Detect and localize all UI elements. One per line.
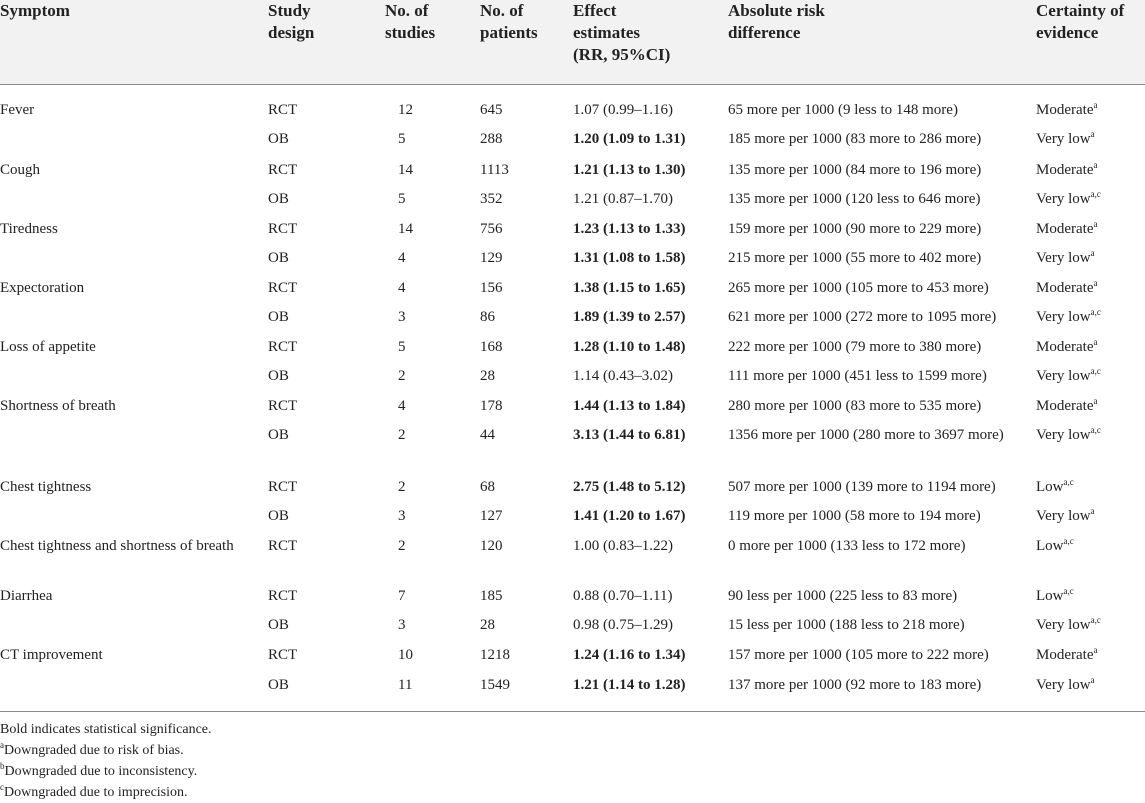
cell-no-studies: 5	[398, 131, 406, 147]
cell-no-studies: 3	[398, 617, 406, 633]
table-row	[0, 645, 1145, 674]
cell-study-design: RCT	[268, 339, 298, 355]
cell-no-studies: 5	[398, 191, 406, 207]
certainty-label: Very low	[1036, 617, 1091, 633]
cell-certainty	[1036, 337, 1097, 357]
footnote-marker: a	[1093, 396, 1098, 406]
cell-no-studies: 2	[398, 427, 406, 443]
cell-no-patients: 28	[480, 368, 495, 384]
cell-certainty	[1036, 396, 1097, 416]
footnote-marker: a,c	[1063, 536, 1074, 546]
footnote-marker: a	[0, 740, 4, 750]
cell-no-studies: 14	[398, 162, 413, 178]
cell-no-studies: 2	[398, 479, 406, 495]
cell-absolute-risk: 159 more per 1000 (90 more to 229 more)	[728, 221, 982, 237]
cell-effect-estimate: 1.24 (1.16 to 1.34)	[573, 647, 686, 663]
table-header	[0, 0, 1145, 84]
cell-study-design: OB	[268, 427, 289, 443]
cell-certainty	[1036, 645, 1097, 665]
cell-effect-estimate: 1.14 (0.43–3.02)	[573, 368, 673, 384]
cell-absolute-risk: 135 more per 1000 (84 more to 196 more)	[728, 162, 982, 178]
cell-certainty	[1036, 425, 1101, 445]
footer-divider	[0, 711, 1145, 712]
certainty-label: Very low	[1036, 250, 1091, 266]
footnote-marker: a	[1093, 100, 1098, 110]
cell-effect-estimate: 2.75 (1.48 to 5.12)	[573, 479, 686, 495]
certainty-label: Moderate	[1036, 398, 1094, 414]
footnote-text: Bold indicates statistical significance.	[0, 722, 212, 737]
table-row	[0, 425, 1145, 454]
cell-symptom: Cough	[0, 162, 41, 178]
table-row	[0, 675, 1145, 704]
certainty-label: Very low	[1036, 191, 1091, 207]
footnote	[0, 720, 212, 740]
table-row	[0, 129, 1145, 158]
table-row	[0, 189, 1145, 218]
cell-no-patients: 127	[480, 508, 503, 524]
certainty-label: Moderate	[1036, 162, 1094, 178]
cell-symptom: Fever	[0, 102, 35, 118]
cell-effect-estimate: 1.21 (1.13 to 1.30)	[573, 162, 686, 178]
footnote-marker: a,c	[1090, 615, 1101, 625]
cell-certainty	[1036, 278, 1097, 298]
cell-absolute-risk: 90 less per 1000 (225 less to 83 more)	[728, 588, 958, 604]
cell-absolute-risk: 185 more per 1000 (83 more to 286 more)	[728, 131, 982, 147]
header-absolute-risk: Absolute risk difference	[728, 1, 825, 42]
cell-no-studies: 3	[398, 508, 406, 524]
cell-certainty	[1036, 586, 1074, 606]
certainty-label: Low	[1036, 479, 1064, 495]
cell-study-design: OB	[268, 131, 289, 147]
cell-certainty	[1036, 219, 1097, 239]
cell-certainty	[1036, 615, 1101, 635]
cell-study-design: OB	[268, 309, 289, 325]
cell-study-design: OB	[268, 617, 289, 633]
certainty-label: Very low	[1036, 427, 1091, 443]
cell-no-studies: 2	[398, 368, 406, 384]
table-row	[0, 506, 1145, 535]
certainty-label: Low	[1036, 538, 1064, 554]
cell-study-design: RCT	[268, 162, 298, 178]
footnote-marker: a	[1090, 129, 1095, 139]
cell-no-studies: 3	[398, 309, 406, 325]
cell-effect-estimate: 0.98 (0.75–1.29)	[573, 617, 673, 633]
cell-absolute-risk: 507 more per 1000 (139 more to 1194 more)	[728, 479, 996, 495]
cell-absolute-risk: 15 less per 1000 (188 less to 218 more)	[728, 617, 965, 633]
cell-absolute-risk: 265 more per 1000 (105 more to 453 more)	[728, 280, 989, 296]
cell-effect-estimate: 1.38 (1.15 to 1.65)	[573, 280, 686, 296]
footnote-marker: c	[0, 782, 4, 792]
cell-effect-estimate: 1.21 (0.87–1.70)	[573, 191, 673, 207]
cell-no-patients: 156	[480, 280, 503, 296]
footnote-marker: a,c	[1090, 189, 1101, 199]
cell-no-studies: 10	[398, 647, 413, 663]
table-row	[0, 307, 1145, 336]
cell-certainty	[1036, 675, 1095, 695]
table-row	[0, 219, 1145, 248]
cell-absolute-risk: 135 more per 1000 (120 less to 646 more)	[728, 191, 981, 207]
cell-absolute-risk: 137 more per 1000 (92 more to 183 more)	[728, 677, 982, 693]
cell-symptom: CT improvement	[0, 647, 103, 663]
footnote-marker: a,c	[1063, 586, 1074, 596]
cell-no-patients: 168	[480, 339, 503, 355]
cell-no-patients: 44	[480, 427, 495, 443]
cell-certainty	[1036, 160, 1097, 180]
cell-certainty	[1036, 189, 1101, 209]
cell-no-patients: 288	[480, 131, 503, 147]
cell-certainty	[1036, 477, 1074, 497]
cell-no-studies: 11	[398, 677, 413, 693]
table-row	[0, 396, 1145, 425]
footnote-marker: a,c	[1090, 425, 1101, 435]
cell-study-design: OB	[268, 508, 289, 524]
footnote-marker: a	[1090, 506, 1095, 516]
cell-effect-estimate: 3.13 (1.44 to 6.81)	[573, 427, 686, 443]
certainty-label: Very low	[1036, 309, 1091, 325]
cell-no-patients: 756	[480, 221, 503, 237]
cell-study-design: RCT	[268, 647, 298, 663]
cell-study-design: OB	[268, 677, 289, 693]
header-effect-estimates: Effect estimates (RR, 95%CI)	[573, 1, 671, 64]
cell-study-design: RCT	[268, 588, 298, 604]
header-symptom: Symptom	[0, 1, 70, 20]
footnote	[0, 783, 188, 803]
cell-no-patients: 178	[480, 398, 503, 414]
cell-certainty	[1036, 100, 1097, 120]
cell-certainty	[1036, 536, 1074, 556]
table-row	[0, 586, 1145, 615]
cell-symptom: Diarrhea	[0, 588, 53, 604]
cell-no-patients: 645	[480, 102, 503, 118]
cell-absolute-risk: 157 more per 1000 (105 more to 222 more)	[728, 647, 989, 663]
cell-effect-estimate: 1.07 (0.99–1.16)	[573, 102, 673, 118]
cell-effect-estimate: 1.31 (1.08 to 1.58)	[573, 250, 686, 266]
cell-no-patients: 185	[480, 588, 503, 604]
table-row	[0, 100, 1145, 129]
cell-symptom: Chest tightness and shortness of breath	[0, 538, 234, 554]
cell-no-patients: 1218	[480, 647, 510, 663]
certainty-label: Moderate	[1036, 102, 1094, 118]
cell-no-patients: 86	[480, 309, 495, 325]
cell-effect-estimate: 0.88 (0.70–1.11)	[573, 588, 673, 604]
cell-study-design: RCT	[268, 280, 298, 296]
cell-absolute-risk: 0 more per 1000 (133 less to 172 more)	[728, 538, 966, 554]
cell-effect-estimate: 1.20 (1.09 to 1.31)	[573, 131, 686, 147]
cell-certainty	[1036, 307, 1101, 327]
footnote-marker: a	[1093, 278, 1098, 288]
table-row	[0, 278, 1145, 307]
footnote-text: Downgraded due to imprecision.	[4, 785, 188, 800]
cell-certainty	[1036, 129, 1095, 149]
footnote-text: Downgraded due to inconsistency.	[4, 764, 198, 779]
table-row	[0, 536, 1145, 565]
cell-certainty	[1036, 506, 1095, 526]
certainty-label: Low	[1036, 588, 1064, 604]
cell-study-design: OB	[268, 250, 289, 266]
footnote-text: Downgraded due to risk of bias.	[4, 743, 184, 758]
cell-symptom: Chest tightness	[0, 479, 92, 495]
certainty-label: Very low	[1036, 131, 1091, 147]
cell-effect-estimate: 1.00 (0.83–1.22)	[573, 538, 673, 554]
certainty-label: Very low	[1036, 508, 1091, 524]
cell-effect-estimate: 1.28 (1.10 to 1.48)	[573, 339, 686, 355]
footnote-marker: a,c	[1090, 366, 1101, 376]
cell-no-studies: 4	[398, 398, 406, 414]
table-row	[0, 337, 1145, 366]
cell-absolute-risk: 222 more per 1000 (79 more to 380 more)	[728, 339, 982, 355]
cell-no-studies: 4	[398, 280, 406, 296]
cell-study-design: RCT	[268, 398, 298, 414]
cell-effect-estimate: 1.89 (1.39 to 2.57)	[573, 309, 686, 325]
cell-symptom: Tiredness	[0, 221, 58, 237]
cell-effect-estimate: 1.41 (1.20 to 1.67)	[573, 508, 686, 524]
footnote-marker: a	[1090, 248, 1095, 258]
cell-certainty	[1036, 248, 1095, 268]
cell-no-patients: 1113	[480, 162, 509, 178]
cell-study-design: RCT	[268, 221, 298, 237]
certainty-label: Moderate	[1036, 647, 1094, 663]
cell-absolute-risk: 215 more per 1000 (55 more to 402 more)	[728, 250, 982, 266]
cell-study-design: OB	[268, 191, 289, 207]
cell-no-patients: 120	[480, 538, 503, 554]
cell-symptom: Expectoration	[0, 280, 85, 296]
footnote	[0, 741, 184, 761]
cell-effect-estimate: 1.23 (1.13 to 1.33)	[573, 221, 686, 237]
cell-no-studies: 7	[398, 588, 406, 604]
cell-no-studies: 12	[398, 102, 413, 118]
cell-study-design: RCT	[268, 479, 298, 495]
header-no-studies: No. of studies	[385, 1, 436, 42]
table-row	[0, 477, 1145, 506]
cell-symptom: Shortness of breath	[0, 398, 116, 414]
cell-study-design: RCT	[268, 102, 298, 118]
cell-absolute-risk: 1356 more per 1000 (280 more to 3697 more)	[728, 427, 1004, 443]
cell-no-studies: 14	[398, 221, 413, 237]
certainty-label: Moderate	[1036, 339, 1094, 355]
footnote-marker: b	[0, 761, 5, 771]
footnote-marker: a	[1090, 675, 1095, 685]
cell-no-patients: 129	[480, 250, 503, 266]
certainty-label: Very low	[1036, 368, 1091, 384]
footnote-marker: a	[1093, 219, 1098, 229]
cell-absolute-risk: 111 more per 1000 (451 less to 1599 more)	[728, 368, 987, 384]
footnote-marker: a	[1093, 645, 1098, 655]
cell-no-studies: 2	[398, 538, 406, 554]
cell-no-patients: 352	[480, 191, 503, 207]
cell-no-patients: 68	[480, 479, 495, 495]
cell-absolute-risk: 280 more per 1000 (83 more to 535 more)	[728, 398, 982, 414]
footnote	[0, 762, 197, 782]
certainty-label: Moderate	[1036, 280, 1094, 296]
footnote-marker: a,c	[1090, 307, 1101, 317]
cell-study-design: RCT	[268, 538, 298, 554]
cell-study-design: OB	[268, 368, 289, 384]
footnote-marker: a	[1093, 337, 1098, 347]
table-row	[0, 615, 1145, 644]
cell-no-patients: 1549	[480, 677, 510, 693]
header-no-patients: No. of patients	[480, 1, 538, 42]
certainty-label: Moderate	[1036, 221, 1094, 237]
footnote-marker: a	[1093, 160, 1098, 170]
header-study-design: Study design	[268, 1, 315, 42]
cell-absolute-risk: 621 more per 1000 (272 more to 1095 more)	[728, 309, 997, 325]
header-divider	[0, 84, 1145, 85]
footnote-marker: a,c	[1063, 477, 1074, 487]
cell-no-studies: 4	[398, 250, 406, 266]
cell-no-studies: 5	[398, 339, 406, 355]
table-row	[0, 160, 1145, 189]
certainty-label: Very low	[1036, 677, 1091, 693]
cell-effect-estimate: 1.44 (1.13 to 1.84)	[573, 398, 686, 414]
cell-absolute-risk: 65 more per 1000 (9 less to 148 more)	[728, 102, 958, 118]
cell-symptom: Loss of appetite	[0, 339, 96, 355]
cell-effect-estimate: 1.21 (1.14 to 1.28)	[573, 677, 686, 693]
table-row	[0, 248, 1145, 277]
cell-no-patients: 28	[480, 617, 495, 633]
cell-certainty	[1036, 366, 1101, 386]
table-row	[0, 366, 1145, 395]
cell-absolute-risk: 119 more per 1000 (58 more to 194 more)	[728, 508, 981, 524]
header-certainty: Certainty of evidence	[1036, 1, 1125, 42]
